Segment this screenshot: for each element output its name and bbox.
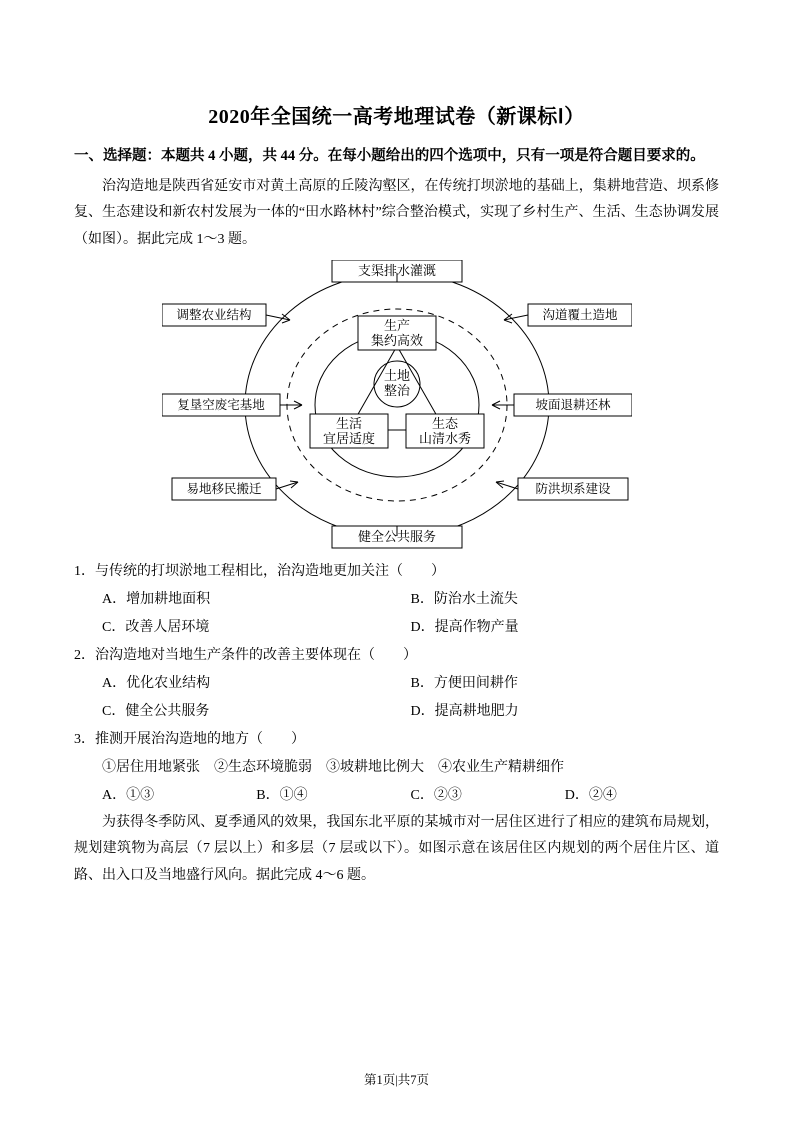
question-1-stem: 与传统的打坝淤地工程相比，治沟造地更加关注（ ） [95, 563, 445, 579]
question-3-options-row [74, 782, 719, 810]
node-ecology-line2: 山清水秀 [418, 430, 471, 446]
question-3-sub-option-3: ③坡耕地比例大 [326, 759, 424, 775]
question-2-option-b[interactable]: B．方便田间耕作 [410, 675, 518, 691]
figure-land-consolidation [74, 260, 719, 550]
question-2-options-row-1 [74, 670, 719, 698]
question-3-sub-option-2: ②生态环境脆弱 [214, 759, 312, 775]
question-2-option-c[interactable]: C．健全公共服务 [102, 703, 210, 719]
label-reclaim-homestead: 复垦空废宅基地 [176, 397, 265, 412]
label-adjust-agriculture: 调整农业结构 [175, 307, 252, 322]
question-3-option-c[interactable]: C．②③ [410, 787, 462, 803]
label-flood-dam: 防洪坝系建设 [534, 481, 611, 496]
center-label-line1: 土地 [383, 367, 410, 383]
question-2-options-row-2 [74, 698, 719, 726]
page-footer: 第1页|共7页 [363, 1073, 429, 1087]
node-living-line1: 生活 [335, 415, 362, 431]
second-paragraph: 为获得冬季防风、夏季通风的效果，我国东北平原的某城市对一居住区进行了相应的建筑布局规划，规划建筑物为高层（7 层以上）和多层（7 层或以下）。如图示意在该居住区内规划的两个居住片区、道路、出入口及当地盛行风向。据此完成 4～6 题。 [74, 814, 719, 883]
question-3-sub-option-4: ④农业生产精耕细作 [438, 759, 564, 775]
label-slope-return: 坡面退耕还林 [534, 397, 611, 412]
question-2-stem: 治沟造地对当地生产条件的改善主要体现在（ ） [95, 647, 417, 663]
question-2 [74, 642, 719, 670]
question-2-option-a[interactable]: A．优化农业结构 [102, 675, 211, 691]
node-living-line2: 宜居适度 [322, 430, 375, 446]
question-3-option-b[interactable]: B．①④ [256, 787, 308, 803]
question-3 [74, 726, 719, 754]
question-3-stem: 推测开展治沟造地的地方（ ） [95, 731, 305, 747]
connector-left-3 [276, 482, 298, 489]
question-2-number: 2． [74, 647, 95, 663]
question-3-sub-options [74, 754, 719, 782]
label-top: 支渠排水灌溉 [357, 262, 436, 278]
connector-right-3 [496, 482, 518, 489]
label-bottom: 健全公共服务 [357, 528, 436, 544]
question-2-option-d[interactable]: D．提高耕地肥力 [410, 703, 519, 719]
question-1-option-d[interactable]: D．提高作物产量 [410, 619, 519, 635]
question-1-options-row-2 [74, 614, 719, 642]
node-production-line2: 集约高效 [370, 332, 423, 348]
question-1 [74, 558, 719, 586]
label-gully-soil: 沟道覆土造地 [541, 307, 618, 322]
question-1-options-row-1 [74, 586, 719, 614]
diagram-svg [162, 260, 632, 550]
center-label-line2: 整治 [383, 382, 410, 398]
node-ecology-line1: 生态 [431, 415, 458, 431]
node-production-line1: 生产 [383, 317, 410, 333]
page-title: 2020年全国统一高考地理试卷（新课标Ⅰ） [208, 106, 585, 128]
question-1-number: 1． [74, 563, 95, 579]
question-3-option-a[interactable]: A．①③ [102, 787, 155, 803]
question-1-option-c[interactable]: C．改善人居环境 [102, 619, 210, 635]
question-1-option-b[interactable]: B．防治水土流失 [410, 591, 518, 607]
question-3-option-d[interactable]: D．②④ [564, 787, 617, 803]
question-3-number: 3． [74, 731, 95, 747]
inner-circle [315, 333, 479, 477]
question-1-option-a[interactable]: A．增加耕地面积 [102, 591, 211, 607]
section-heading: 一、选择题：本题共 4 小题，共 44 分。在每小题给出的四个选项中，只有一项是符合题目要求的。 [74, 148, 705, 164]
intro-paragraph: 治沟造地是陕西省延安市对黄土高原的丘陵沟壑区，在传统打坝淤地的基础上，集耕地营造、坝系修复、生态建设和新农村发展为一体的“田水路林村”综合整治模式，实现了乡村生产、生活、生态协调发展（如图）。据此完成 1～3 题。 [74, 178, 719, 247]
question-3-sub-option-1: ①居住用地紧张 [102, 759, 200, 775]
label-relocation: 易地移民搬迁 [185, 481, 262, 496]
